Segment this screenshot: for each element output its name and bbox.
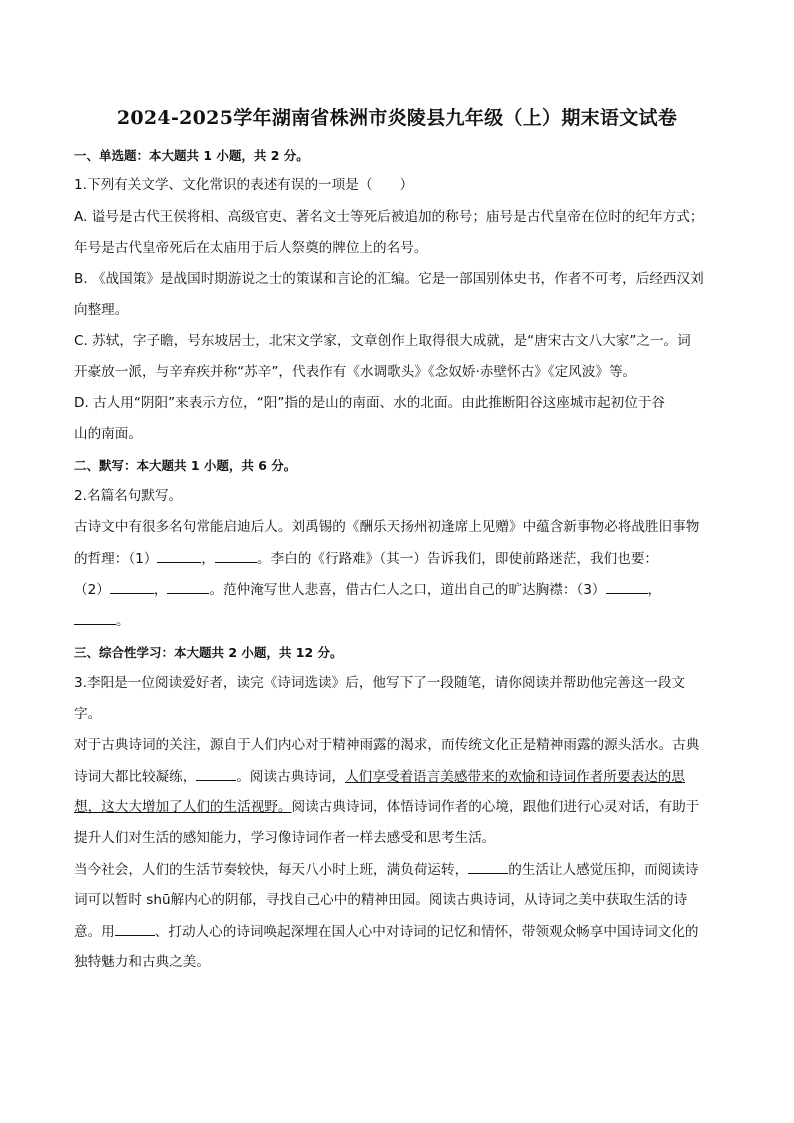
question-3-stem-line-1: 3.李阳是一位阅读爱好者，读完《诗词选读》后，他写下了一段随笔，请你阅读并帮助他完善这一段文	[74, 675, 686, 691]
question-2-line-2	[74, 548, 658, 569]
question-2-line-1: 古诗文中有很多名句常能启迪后人。刘禹锡的《酬乐天扬州初逢席上见赠》中蕴含新事物必将战胜旧事物	[74, 519, 700, 535]
question-1-stem: 1.下列有关文学、文化常识的表述有误的一项是（ ）	[74, 177, 414, 193]
text-run: 诗词大都比较凝练，	[74, 769, 197, 785]
option-c-line-2: 开豪放一派，与辛弃疾并称“苏辛”，代表作有《水调歌头》《念奴娇·赤壁怀古》《定风波》等。	[74, 364, 637, 380]
fill-blank-3a[interactable]	[606, 579, 648, 594]
fill-blank-1b[interactable]	[215, 548, 257, 563]
section-heading-2: 二、默写：本大题共 1 小题，共 6 分。	[74, 458, 297, 473]
underlined-sentence: 人们享受着语言美感带来的欢愉和诗词作者所要表达的思	[345, 769, 685, 785]
option-a-line-1: A. 谥号是古代王侯将相、高级官吏、著名文士等死后被追加的称号；庙号是古代皇帝在位时的纪年方式；	[74, 209, 704, 225]
fill-blank-2a[interactable]	[110, 579, 154, 594]
text-run: 。	[116, 613, 130, 629]
fill-blank-passage-1[interactable]	[196, 766, 236, 781]
passage-line-5	[74, 859, 699, 880]
option-b-line-2: 向整理。	[74, 302, 129, 318]
passage-line-4: 提升人们对生活的感知能力，学习像诗词作者一样去感受和思考生活。	[74, 830, 496, 846]
text-run: 的生活让人感觉压抑，而阅读诗	[508, 862, 699, 878]
passage-line-6: 词可以暂时 shū解内心的阴郁，寻找自己心中的精神田园。阅读古典诗词，从诗词之美中获取生活的诗	[74, 892, 688, 908]
text-run: 。范仲淹写世人悲喜，借古仁人之口，道出自己的旷达胸襟：（3）	[209, 582, 606, 598]
option-d-line-2: 山的南面。	[74, 426, 142, 442]
fill-blank-passage-2[interactable]	[468, 859, 508, 874]
text-run: （2）	[74, 582, 110, 598]
section-heading-3: 三、综合性学习：本大题共 2 小题，共 12 分。	[74, 645, 343, 660]
text-run: 。阅读古典诗词，	[236, 769, 346, 785]
fill-blank-2b[interactable]	[167, 579, 209, 594]
fill-blank-passage-3[interactable]	[115, 921, 155, 936]
question-2-line-4	[74, 610, 130, 631]
question-2-line-3	[74, 579, 661, 600]
fill-blank-3b[interactable]	[74, 610, 116, 625]
option-c-line-1: C. 苏轼，字子瞻，号东坡居士，北宋文学家，文章创作上取得很大成就，是“唐宋古文八大家”之一。词	[74, 333, 691, 349]
text-run: ，	[201, 551, 216, 567]
text-run: 的哲理：（1）	[74, 551, 158, 567]
passage-line-3	[74, 797, 699, 817]
text-run: 。李白的《行路难》（其一）告诉我们，即使前路迷茫，我们也要：	[257, 551, 659, 567]
exam-title: 2024-2025学年湖南省株洲市炎陵县九年级（上）期末语文试卷	[116, 107, 678, 129]
question-2-stem: 2.名篇名句默写。	[74, 488, 183, 504]
passage-line-2	[74, 766, 685, 787]
text-run: ，	[647, 582, 662, 598]
question-3-stem-line-2: 字。	[74, 706, 102, 722]
fill-blank-1a[interactable]	[157, 548, 201, 563]
option-b-line-1: B. 《战国策》是战国时期游说之士的策谋和言论的汇编。它是一部国别体史书，作者不可考，后经西汉刘	[74, 271, 704, 287]
passage-line-8: 独特魅力和古典之美。	[74, 954, 210, 970]
text-run: 阅读古典诗词，体悟诗词作者的心境，跟他们进行心灵对话，有助于	[291, 799, 700, 815]
text-run: 当今社会，人们的生活节奏较快，每天八小时上班，满负荷运转，	[74, 862, 469, 878]
passage-line-7	[74, 921, 699, 942]
text-run: ，	[153, 582, 168, 598]
passage-line-1: 对于古典诗词的关注，源自于人们内心对于精神雨露的渴求，而传统文化正是精神雨露的源头活水。古典	[74, 737, 700, 753]
section-heading-1: 一、单选题：本大题共 1 小题，共 2 分。	[74, 148, 309, 163]
text-run: 、打动人心的诗词唤起深埋在国人心中对诗词的记忆和情怀，带领观众畅享中国诗词文化的	[154, 924, 699, 940]
text-run: 意。用	[74, 924, 115, 940]
option-a-line-2: 年号是古代皇帝死后在太庙用于后人祭奠的牌位上的名号。	[74, 240, 428, 256]
option-d-line-1: D. 古人用“阴阳”来表示方位，“阳”指的是山的南面、水的北面。由此推断阳谷这座城市起初位于谷	[74, 395, 666, 411]
underlined-sentence: 想，这大大增加了人们的生活视野。	[74, 799, 292, 815]
